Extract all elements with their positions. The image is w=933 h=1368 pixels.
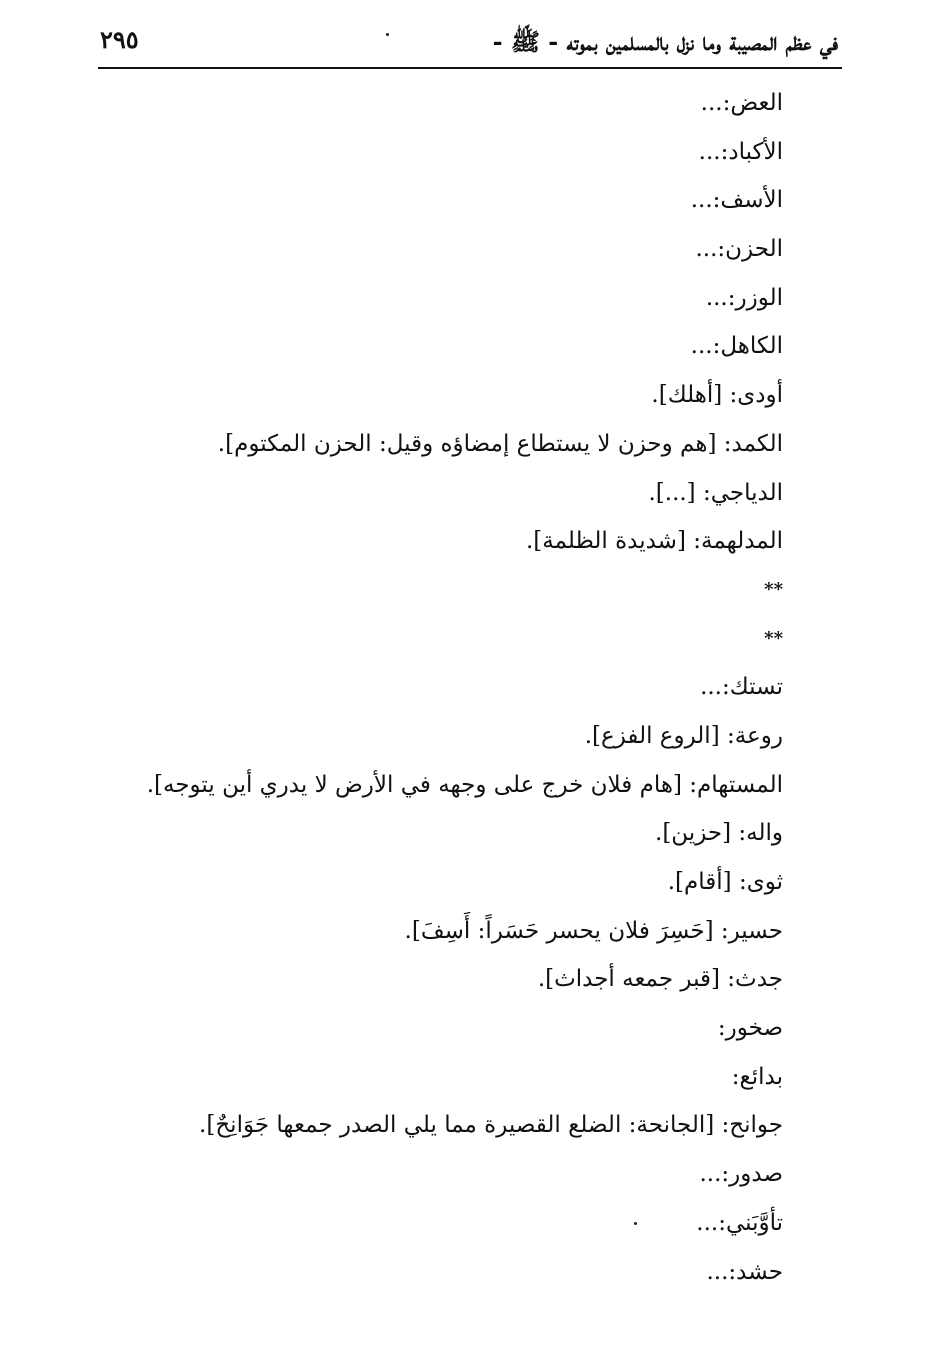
page-number: ٢٩٥	[100, 25, 139, 54]
glossary-entry: المدلهمة: [شديدة الظلمة].	[525, 528, 783, 555]
glossary-entry: الأكباد:...	[698, 138, 783, 165]
glossary-entry: جوانح: [الجانحة: الضلع القصيرة مما يلي الصدر جمعها جَوَانِحٌ].	[199, 1112, 783, 1139]
glossary-entry: الوزر:...	[705, 284, 783, 311]
glossary-entry: العض:...	[700, 90, 783, 116]
running-title: في عظم المصيبة وما نزل بالمسلمين بموته - ﷺ -	[492, 27, 838, 56]
glossary-entry: صدور:...	[699, 1161, 783, 1188]
glossary-entry: الدياجي: [...].	[648, 479, 783, 506]
glossary-entry: روعة: [الروع الفزع].	[584, 722, 783, 749]
glossary-entry: الأسف:...	[690, 187, 783, 214]
glossary-entry: جدث: [قبر جمعه أجداث].	[537, 966, 783, 993]
glossary-entry: بدائع:	[731, 1063, 783, 1090]
section-separator: **	[764, 578, 783, 600]
section-separator: **	[764, 627, 783, 649]
glossary-entry: الحزن:...	[695, 236, 783, 263]
glossary-entry: المستهام: [هام فلان خرج على وجهه في الأرض لا يدري أين يتوجه].	[146, 771, 783, 798]
glossary-entry: واله: [حزين].	[655, 820, 783, 847]
glossary-entry: حسير: [حَسِرَ فلان يحسر حَسَراً: أَسِفَ].	[404, 917, 783, 944]
print-speck	[386, 33, 389, 36]
glossary-entry: ثوى: [أقام].	[667, 869, 783, 895]
glossary-list	[143, 86, 783, 1303]
glossary-entry: صخور:	[717, 1015, 783, 1042]
glossary-entry: الكاهل:...	[690, 333, 783, 360]
glossary-entry: أودى: [أهلك].	[651, 382, 783, 409]
glossary-entry: تأوَّبَني:...	[696, 1209, 783, 1236]
header-rule	[98, 67, 842, 69]
glossary-entry: الكمد: [هم وحزن لا يستطاع إمضاؤه وقيل: الحزن المكتوم].	[217, 430, 783, 457]
glossary-entry: حشد:...	[706, 1258, 783, 1285]
glossary-entry: تستك:...	[700, 674, 783, 701]
